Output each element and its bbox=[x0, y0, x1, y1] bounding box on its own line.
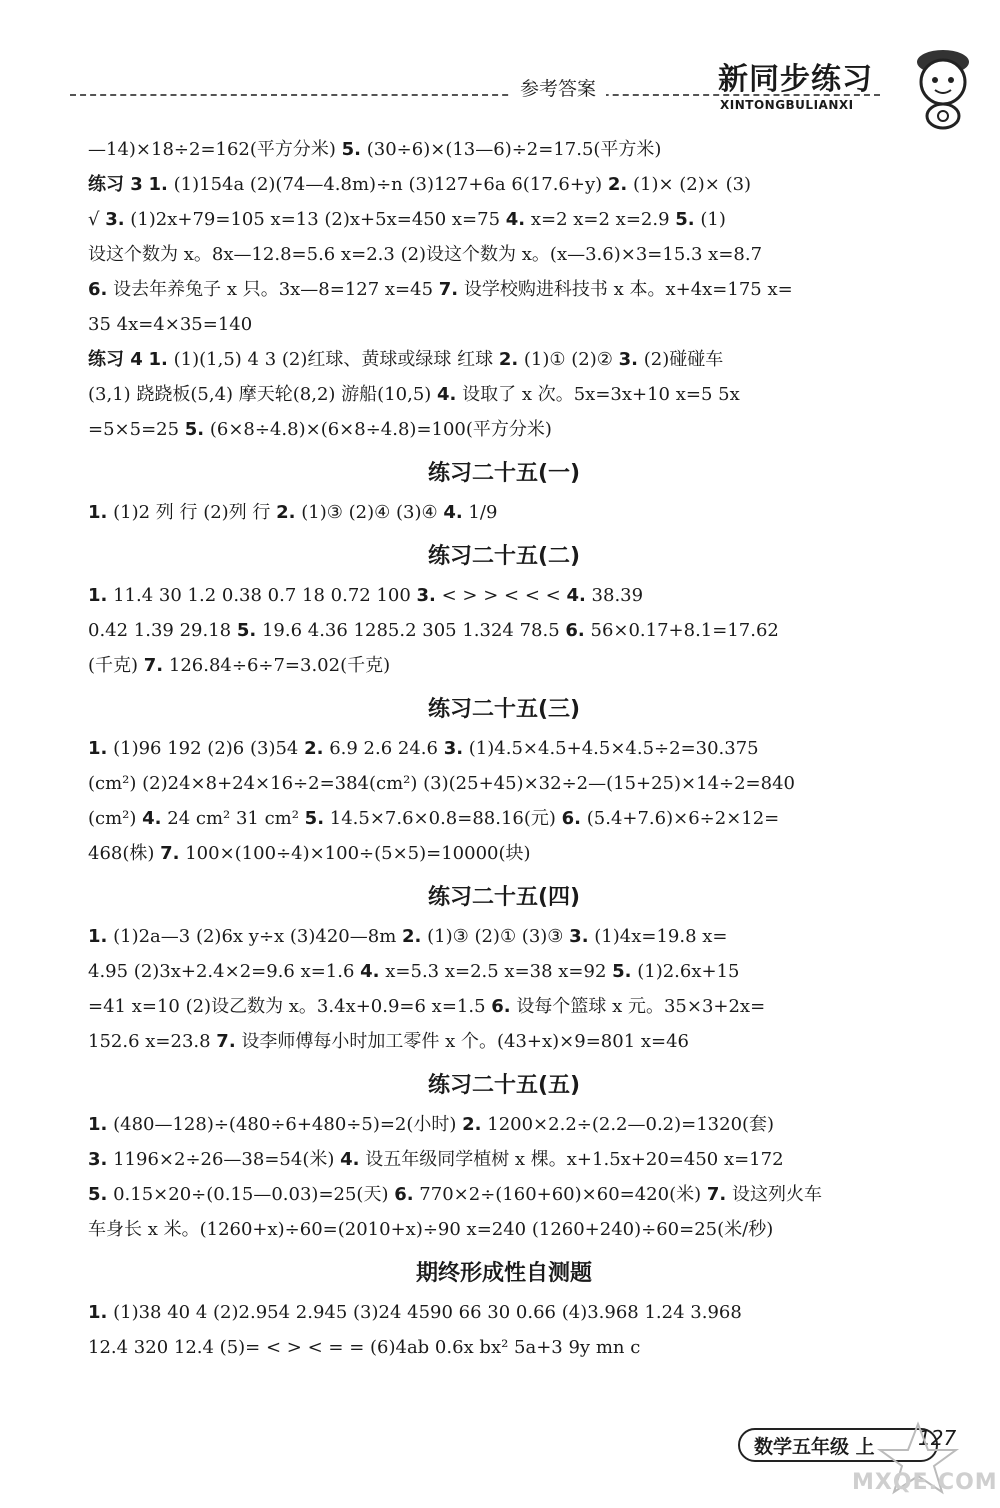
answer-text: (1)2 列 行 (2)列 行 bbox=[107, 502, 277, 523]
question-number: 2. bbox=[402, 926, 422, 947]
answer-line bbox=[88, 1024, 920, 1059]
answer-text: (1)154a (2)(74—4.8m)÷n (3)127+6a 6(17.6+y) bbox=[167, 174, 608, 195]
question-number: 7. bbox=[706, 1184, 727, 1205]
question-number: 4. bbox=[340, 1149, 360, 1170]
question-number: 2. bbox=[462, 1114, 482, 1135]
answer-text: (1)× (2)× (3) bbox=[627, 174, 752, 195]
question-number: 6. bbox=[491, 996, 511, 1017]
question-number: 3. bbox=[105, 209, 125, 230]
answer-text: (千克) bbox=[88, 655, 144, 676]
answer-text: (1)(1,5) 4 3 (2)红球、黄球或绿球 红球 bbox=[167, 349, 499, 370]
question-number: 3. bbox=[88, 1149, 108, 1170]
answer-text: (1)③ (2)④ (3)④ bbox=[295, 502, 444, 523]
answer-line bbox=[88, 237, 920, 272]
answer-line bbox=[88, 648, 920, 683]
answer-text: 设李师傅每小时加工零件 x 个。(43+x)×9=801 x=46 bbox=[235, 1031, 690, 1052]
answer-text: (480—128)÷(480÷6+480÷5)=2(小时) bbox=[107, 1114, 463, 1135]
answer-text: (1)4x=19.8 x= bbox=[588, 926, 728, 947]
answer-line bbox=[88, 412, 920, 447]
question-number: 4. bbox=[566, 585, 586, 606]
answer-line bbox=[88, 1212, 920, 1247]
answer-text: < > > < < < bbox=[435, 585, 567, 606]
question-number: 4. bbox=[360, 961, 380, 982]
question-number: 6. bbox=[88, 279, 108, 300]
question-number: 1. bbox=[148, 174, 168, 195]
answer-text: 126.84÷6÷7=3.02(千克) bbox=[163, 655, 391, 676]
answer-text: (cm²) bbox=[88, 808, 143, 829]
question-number: 4. bbox=[437, 384, 457, 405]
question-number: 2. bbox=[607, 174, 628, 195]
answer-text: 设学校购进科技书 x 本。x+4x=175 x= bbox=[458, 279, 793, 300]
answer-text: (1)2a—3 (2)6x y÷x (3)420—8m bbox=[107, 926, 402, 947]
answer-text: 468(株) bbox=[88, 843, 161, 864]
section-title: 练习二十五(一) bbox=[427, 461, 581, 486]
answer-text: —14)×18÷2=162(平方分米) bbox=[88, 139, 342, 160]
question-number: 5. bbox=[184, 419, 205, 440]
answer-text: 4.95 (2)3x+2.4×2=9.6 x=1.6 bbox=[88, 961, 361, 982]
answer-text: 设每个篮球 x 元。35×3+2x= bbox=[510, 996, 766, 1017]
question-number: 5. bbox=[612, 961, 632, 982]
answer-text: x=2 x=2 x=2.9 bbox=[525, 209, 676, 230]
answer-text: (1)③ (2)① (3)③ bbox=[421, 926, 570, 947]
mascot-icon bbox=[908, 40, 978, 130]
page-number: 127 bbox=[918, 1426, 957, 1450]
answer-text: 1196×2÷26—38=54(米) bbox=[107, 1149, 341, 1170]
answer-text: 152.6 x=23.8 bbox=[88, 1031, 217, 1052]
answer-text: (cm²) (2)24×8+24×16÷2=384(cm²) (3)(25+45)×32÷2—(15+25)×14÷2=840 bbox=[88, 773, 795, 794]
answer-line bbox=[88, 1177, 920, 1212]
answer-line bbox=[88, 613, 920, 648]
answer-text: 0.15×20÷(0.15—0.03)=25(天) bbox=[107, 1184, 395, 1205]
answer-line bbox=[88, 272, 920, 307]
question-number: 4. bbox=[443, 502, 463, 523]
question-number: 5. bbox=[236, 620, 257, 641]
answer-text: 35 4x=4×35=140 bbox=[88, 314, 253, 335]
answer-line bbox=[88, 495, 920, 530]
question-number: 4. bbox=[505, 209, 526, 230]
question-number: 6. bbox=[565, 620, 585, 641]
answer-text: 11.4 30 1.2 0.38 0.7 18 0.72 100 bbox=[107, 585, 417, 606]
question-number: 3. bbox=[443, 738, 464, 759]
question-number: 1. bbox=[88, 1114, 108, 1135]
section-title: 期终形成性自测题 bbox=[415, 1261, 592, 1286]
section-title: 练习二十五(三) bbox=[427, 697, 581, 722]
answer-line bbox=[88, 1295, 920, 1330]
answer-line bbox=[88, 202, 920, 237]
answer-line bbox=[88, 1107, 920, 1142]
answer-text: 设五年级同学植树 x 棵。x+1.5x+20=450 x=172 bbox=[359, 1149, 784, 1170]
answer-text: 0.42 1.39 29.18 bbox=[88, 620, 237, 641]
question-number: 3. bbox=[618, 349, 638, 370]
section-title: 练习二十五(二) bbox=[427, 544, 581, 569]
question-number: 2. bbox=[304, 738, 324, 759]
answer-text: 1/9 bbox=[462, 502, 498, 523]
question-number: 1. bbox=[88, 1302, 108, 1323]
answer-text: 14.5×7.6×0.8=88.16(元) bbox=[324, 808, 562, 829]
answer-text: 12.4 320 12.4 (5)= < > < = = (6)4ab 0.6x bx² 5a+3 9y mn c bbox=[88, 1337, 641, 1358]
answer-line bbox=[88, 377, 920, 412]
answer-text: 1200×2.2÷(2.2—0.2)=1320(套) bbox=[481, 1114, 775, 1135]
question-number: 6. bbox=[561, 808, 582, 829]
answer-line bbox=[88, 1330, 920, 1365]
question-number: 3. bbox=[569, 926, 589, 947]
answer-text: (1)① (2)② bbox=[518, 349, 619, 370]
answer-text: (5.4+7.6)×6÷2×12= bbox=[581, 808, 780, 829]
answer-text: (1)2x+79=105 x=13 (2)x+5x=450 x=75 bbox=[124, 209, 506, 230]
answer-text: 770×2÷(160+60)×60=420(米) bbox=[413, 1184, 707, 1205]
question-number: 2. bbox=[276, 502, 296, 523]
answer-text: (6×8÷4.8)×(6×8÷4.8)=100(平方分米) bbox=[204, 419, 552, 440]
answer-line bbox=[88, 836, 920, 871]
watermark-text: MXQE.COM bbox=[852, 1470, 998, 1495]
answer-content bbox=[88, 132, 920, 1365]
answer-text: =41 x=10 (2)设乙数为 x。3.4x+0.9=6 x=1.5 bbox=[88, 996, 492, 1017]
answer-text: (1)96 192 (2)6 (3)54 bbox=[107, 738, 305, 759]
answer-line bbox=[88, 989, 920, 1024]
question-number: 7. bbox=[438, 279, 459, 300]
question-number: 7. bbox=[143, 655, 164, 676]
answer-text: =5×5=25 bbox=[88, 419, 185, 440]
answer-text: 19.6 4.36 1285.2 305 1.324 78.5 bbox=[256, 620, 566, 641]
question-number: 7. bbox=[216, 1031, 236, 1052]
answer-line bbox=[88, 731, 920, 766]
answer-text: 6.9 2.6 24.6 bbox=[323, 738, 444, 759]
question-number: 5. bbox=[675, 209, 695, 230]
answer-line bbox=[88, 167, 920, 202]
question-number: 1. bbox=[88, 738, 108, 759]
answer-text: (1)38 40 4 (2)2.954 2.945 (3)24 4590 66 30 0.66 (4)3.968 1.24 3.968 bbox=[107, 1302, 742, 1323]
answer-line bbox=[88, 954, 920, 989]
answer-text: (1)2.6x+15 bbox=[631, 961, 740, 982]
answer-line bbox=[88, 342, 920, 377]
answer-line bbox=[88, 801, 920, 836]
answer-line bbox=[88, 132, 920, 167]
question-number: 1. bbox=[148, 349, 168, 370]
question-number: 6. bbox=[394, 1184, 414, 1205]
question-number: 1. bbox=[88, 926, 108, 947]
answer-text: 56×0.17+8.1=17.62 bbox=[584, 620, 779, 641]
header-title: 参考答案 bbox=[510, 74, 606, 101]
question-number: 7. bbox=[160, 843, 180, 864]
question-number: 5. bbox=[341, 139, 362, 160]
book-badge: 数学五年级 上 bbox=[738, 1428, 938, 1462]
question-number: 1. bbox=[88, 502, 108, 523]
answer-text: 车身长 x 米。(1260+x)÷60=(2010+x)÷90 x=240 (1260+240)÷60=25(米/秒) bbox=[88, 1219, 774, 1240]
answer-text: (1)4.5×4.5+4.5×4.5÷2=30.375 bbox=[463, 738, 759, 759]
answer-line bbox=[88, 1142, 920, 1177]
answer-text: 100×(100÷4)×100÷(5×5)=10000(块) bbox=[179, 843, 531, 864]
question-number: 3. bbox=[416, 585, 436, 606]
answer-text: x=5.3 x=2.5 x=38 x=92 bbox=[379, 961, 613, 982]
question-number: 2. bbox=[498, 349, 519, 370]
answer-text: 38.39 bbox=[585, 585, 644, 606]
question-number: 4. bbox=[142, 808, 162, 829]
answer-line bbox=[88, 766, 920, 801]
page-header bbox=[0, 0, 1000, 140]
section-title: 练习二十五(四) bbox=[427, 885, 581, 910]
answer-text: 24 cm² 31 cm² bbox=[161, 808, 305, 829]
answer-text: 设去年养兔子 x 只。3x—8=127 x=45 bbox=[107, 279, 439, 300]
answer-line bbox=[88, 307, 920, 342]
answer-text: (2)碰碰车 bbox=[638, 349, 724, 370]
answer-line bbox=[88, 578, 920, 613]
answer-line bbox=[88, 919, 920, 954]
answer-text: 设这列火车 bbox=[726, 1184, 822, 1205]
answer-text: (1) bbox=[694, 209, 726, 230]
answer-text: (30÷6)×(13—6)÷2=17.5(平方米) bbox=[361, 139, 662, 160]
answer-text: √ bbox=[88, 209, 106, 230]
question-number: 5. bbox=[304, 808, 325, 829]
question-number: 1. bbox=[88, 585, 108, 606]
question-number: 5. bbox=[88, 1184, 108, 1205]
question-number: 练习 4 bbox=[88, 349, 143, 370]
question-number: 练习 3 bbox=[88, 174, 143, 195]
section-title: 练习二十五(五) bbox=[427, 1073, 581, 1098]
answer-text: (3,1) 跷跷板(5,4) 摩天轮(8,2) 游船(10,5) bbox=[88, 384, 438, 405]
answer-text: 设取了 x 次。5x=3x+10 x=5 5x bbox=[456, 384, 740, 405]
brand-subtitle: XINTONGBULIANXI bbox=[720, 98, 854, 112]
answer-text: 设这个数为 x。8x—12.8=5.6 x=2.3 (2)设这个数为 x。(x—3.6)×3=15.3 x=8.7 bbox=[88, 244, 763, 265]
brand-logo: 新同步练习 bbox=[718, 62, 873, 97]
